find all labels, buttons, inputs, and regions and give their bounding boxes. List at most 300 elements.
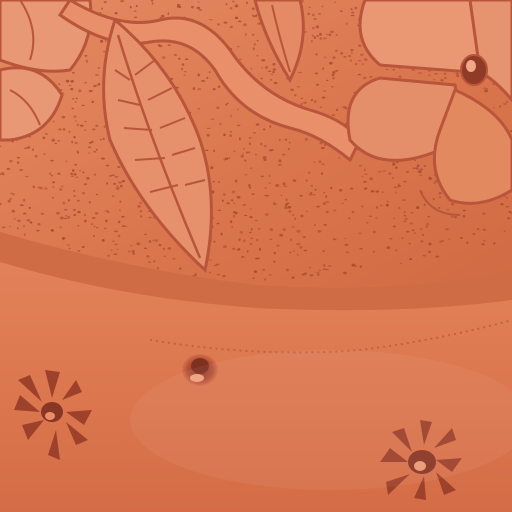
texture-dot — [134, 10, 137, 11]
texture-dot — [93, 85, 97, 87]
texture-dot — [316, 84, 319, 87]
texture-dot — [232, 1, 235, 3]
texture-dot — [223, 193, 226, 196]
texture-dot — [146, 255, 150, 257]
texture-dot — [417, 164, 420, 167]
texture-dot — [321, 163, 324, 164]
texture-dot — [428, 251, 431, 254]
texture-dot — [316, 35, 318, 37]
texture-dot — [245, 33, 247, 36]
texture-dot — [144, 248, 147, 249]
texture-dot — [506, 206, 509, 207]
texture-dot — [97, 84, 100, 86]
texture-dot — [408, 243, 410, 245]
texture-dot — [84, 55, 87, 57]
texture-dot — [6, 168, 10, 170]
texture-dot — [244, 215, 248, 216]
texture-dot — [73, 209, 76, 211]
texture-dot — [332, 77, 334, 79]
texture-dot — [62, 116, 66, 119]
texture-dot — [115, 12, 118, 14]
texture-dot — [362, 176, 364, 178]
texture-dot — [414, 160, 416, 162]
texture-dot — [101, 158, 105, 160]
texture-dot — [66, 80, 69, 83]
texture-dot — [283, 182, 286, 185]
texture-dot — [346, 251, 350, 253]
texture-dot — [35, 155, 38, 158]
texture-dot — [369, 177, 372, 180]
texture-dot — [426, 226, 429, 228]
surface-highlight — [130, 350, 512, 490]
texture-dot — [118, 181, 122, 183]
texture-dot — [331, 86, 334, 87]
texture-dot — [263, 159, 266, 161]
texture-dot — [500, 203, 504, 205]
texture-dot — [70, 173, 73, 175]
texture-dot — [297, 86, 301, 88]
texture-dot — [255, 220, 258, 222]
texture-dot — [63, 128, 65, 131]
texture-dot — [254, 270, 257, 272]
texture-dot — [84, 121, 86, 122]
texture-dot — [304, 250, 308, 251]
texture-dot — [296, 230, 300, 233]
texture-dot — [257, 40, 259, 41]
texture-dot — [264, 278, 266, 280]
texture-dot — [345, 107, 348, 110]
texture-dot — [424, 165, 427, 166]
texture-dot — [244, 174, 247, 175]
texture-dot — [49, 172, 51, 175]
texture-dot — [272, 71, 275, 73]
texture-dot — [93, 151, 96, 153]
texture-dot — [393, 218, 395, 219]
texture-dot — [100, 139, 102, 141]
texture-dot — [112, 240, 114, 242]
texture-dot — [118, 234, 120, 237]
texture-dot — [173, 258, 176, 260]
texture-dot — [120, 0, 124, 2]
texture-dot — [55, 143, 58, 144]
texture-dot — [293, 179, 297, 182]
texture-dot — [88, 152, 90, 153]
texture-dot — [235, 4, 239, 7]
texture-dot — [63, 218, 67, 219]
texture-dot — [217, 23, 220, 25]
texture-dot — [273, 261, 275, 263]
texture-dot — [62, 237, 65, 240]
texture-dot — [43, 136, 46, 139]
texture-dot — [361, 205, 363, 207]
texture-dot — [269, 125, 271, 128]
texture-dot — [270, 79, 273, 81]
texture-dot — [76, 98, 78, 99]
texture-dot — [307, 13, 309, 15]
texture-dot — [156, 239, 158, 242]
texture-dot — [345, 199, 347, 201]
texture-dot — [89, 90, 93, 92]
texture-dot — [75, 142, 78, 144]
texture-dot — [265, 213, 268, 216]
texture-dot — [269, 239, 272, 240]
texture-dot — [235, 17, 238, 19]
texture-dot — [148, 261, 150, 263]
texture-dot — [321, 147, 325, 149]
texture-dot — [282, 154, 285, 156]
texture-dot — [74, 173, 77, 175]
texture-dot — [309, 7, 311, 9]
texture-dot — [95, 74, 99, 75]
texture-dot — [210, 166, 213, 169]
texture-dot — [291, 226, 295, 227]
texture-dot — [100, 40, 103, 43]
texture-dot — [261, 59, 265, 61]
texture-dot — [81, 105, 84, 106]
texture-dot — [237, 108, 239, 110]
texture-dot — [477, 228, 480, 230]
texture-dot — [137, 205, 141, 208]
texture-dot — [227, 103, 229, 104]
texture-dot — [250, 68, 252, 70]
texture-dot — [226, 3, 228, 5]
texture-dot — [79, 170, 81, 171]
texture-dot — [240, 231, 243, 234]
texture-dot — [322, 268, 325, 270]
texture-dot — [117, 166, 120, 168]
texture-dot — [207, 128, 211, 129]
texture-dot — [285, 139, 287, 141]
texture-dot — [403, 181, 407, 183]
texture-dot — [311, 40, 313, 42]
texture-dot — [416, 167, 418, 170]
texture-dot — [75, 101, 77, 102]
texture-dot — [345, 238, 347, 239]
texture-dot — [158, 45, 161, 47]
texture-dot — [246, 1, 248, 4]
texture-dot — [333, 56, 336, 59]
texture-dot — [445, 228, 449, 230]
texture-dot — [386, 69, 388, 71]
texture-dot — [320, 106, 322, 108]
texture-dot — [508, 211, 511, 213]
texture-dot — [335, 34, 337, 35]
texture-dot — [235, 212, 238, 215]
texture-dot — [375, 190, 379, 192]
texture-dot — [253, 277, 255, 279]
texture-dot — [256, 258, 260, 259]
texture-dot — [96, 194, 98, 195]
texture-dot — [122, 225, 125, 227]
texture-dot — [504, 231, 506, 232]
texture-dot — [63, 202, 66, 205]
texture-dot — [125, 226, 127, 227]
texture-dot — [238, 21, 242, 23]
texture-dot — [289, 252, 292, 253]
texture-dot — [29, 207, 31, 209]
texture-dot — [51, 175, 53, 177]
texture-dot — [218, 210, 221, 211]
texture-dot — [339, 189, 342, 192]
texture-dot — [86, 177, 90, 180]
texture-dot — [77, 200, 79, 202]
texture-dot — [218, 87, 221, 89]
texture-dot — [12, 210, 15, 213]
texture-dot — [288, 210, 292, 213]
texture-dot — [258, 228, 260, 230]
texture-dot — [198, 73, 200, 76]
texture-dot — [174, 54, 177, 56]
texture-dot — [72, 169, 75, 172]
texture-dot — [95, 125, 98, 127]
texture-dot — [260, 176, 263, 178]
texture-dot — [434, 73, 438, 75]
texture-dot — [323, 90, 326, 91]
texture-dot — [278, 164, 282, 166]
texture-dot — [394, 186, 398, 188]
texture-dot — [106, 165, 109, 167]
texture-dot — [61, 185, 64, 187]
texture-dot — [119, 201, 121, 203]
texture-dot — [319, 33, 322, 36]
texture-dot — [216, 107, 219, 109]
texture-dot — [37, 187, 41, 189]
texture-dot — [77, 150, 79, 153]
texture-dot — [265, 195, 269, 197]
texture-dot — [348, 55, 351, 57]
texture-dot — [148, 217, 151, 219]
texture-dot — [338, 157, 340, 158]
texture-dot — [184, 71, 187, 73]
texture-dot — [238, 238, 240, 241]
texture-dot — [242, 153, 244, 154]
texture-dot — [232, 190, 235, 193]
texture-dot — [404, 215, 406, 217]
texture-dot — [316, 272, 319, 273]
texture-dot — [308, 171, 310, 174]
texture-dot — [136, 5, 138, 7]
texture-dot — [323, 38, 327, 40]
texture-dot — [132, 250, 135, 253]
texture-dot — [213, 88, 216, 90]
texture-dot — [218, 181, 220, 183]
texture-dot — [395, 166, 397, 169]
texture-dot — [75, 120, 77, 121]
texture-dot — [261, 67, 263, 68]
texture-dot — [369, 216, 373, 217]
texture-dot — [334, 2, 336, 4]
texture-dot — [43, 153, 45, 155]
texture-dot — [235, 180, 238, 183]
texture-dot — [410, 212, 413, 214]
texture-dot — [403, 211, 405, 213]
texture-dot — [84, 130, 86, 131]
texture-dot — [217, 223, 220, 225]
texture-dot — [130, 245, 132, 246]
texture-dot — [312, 14, 315, 16]
texture-dot — [300, 215, 303, 218]
texture-dot — [57, 173, 60, 175]
texture-dot — [27, 219, 31, 221]
texture-dot — [161, 15, 164, 18]
texture-dot — [256, 55, 258, 57]
texture-dot — [238, 248, 240, 251]
texture-dot — [134, 16, 137, 18]
texture-dot — [94, 225, 96, 227]
texture-dot — [420, 228, 422, 230]
texture-dot — [274, 252, 276, 254]
texture-dot — [319, 37, 322, 40]
texture-dot — [117, 249, 119, 250]
texture-dot — [312, 27, 315, 29]
texture-dot — [418, 72, 422, 73]
texture-dot — [386, 204, 389, 207]
texture-dot — [82, 192, 85, 194]
texture-dot — [423, 255, 427, 257]
texture-dot — [460, 237, 463, 239]
texture-dot — [398, 185, 401, 187]
texture-dot — [296, 243, 300, 246]
texture-dot — [70, 88, 73, 90]
texture-dot — [193, 87, 195, 90]
texture-dot — [306, 211, 308, 213]
texture-dot — [67, 216, 70, 219]
texture-dot — [84, 214, 86, 217]
texture-dot — [421, 240, 424, 242]
texture-dot — [322, 97, 326, 99]
texture-dot — [65, 161, 67, 163]
texture-dot — [303, 236, 306, 238]
texture-dot — [72, 98, 75, 99]
texture-dot — [249, 232, 251, 234]
texture-dot — [17, 219, 21, 222]
texture-dot — [248, 184, 250, 187]
texture-dot — [92, 128, 95, 130]
texture-dot — [113, 183, 116, 185]
texture-dot — [8, 200, 11, 203]
texture-dot — [387, 200, 389, 202]
texture-dot — [310, 274, 314, 276]
texture-dot — [358, 60, 361, 61]
texture-dot — [272, 63, 275, 66]
texture-dot — [114, 231, 118, 233]
texture-dot — [89, 201, 91, 204]
texture-dot — [346, 23, 348, 25]
texture-dot — [311, 185, 314, 187]
texture-dot — [33, 186, 35, 189]
texture-dot — [351, 11, 354, 13]
texture-dot — [132, 253, 135, 255]
texture-dot — [330, 31, 334, 34]
texture-dot — [181, 68, 183, 71]
texture-dot — [197, 7, 201, 9]
texture-dot — [300, 98, 303, 99]
texture-dot — [360, 54, 364, 56]
texture-dot — [59, 188, 62, 191]
texture-dot — [290, 88, 294, 91]
texture-dot — [398, 76, 401, 78]
texture-dot — [274, 82, 278, 84]
texture-dot — [71, 141, 73, 144]
texture-dot — [486, 88, 488, 91]
texture-dot — [332, 74, 335, 77]
texture-dot — [59, 226, 61, 228]
texture-dot — [230, 220, 232, 223]
texture-dot — [201, 80, 205, 82]
texture-dot — [45, 133, 47, 135]
texture-dot — [32, 148, 34, 151]
texture-dot — [242, 204, 246, 206]
texture-dot — [250, 238, 253, 240]
texture-dot — [330, 187, 332, 190]
texture-dot — [363, 77, 367, 80]
texture-dot — [371, 190, 375, 192]
texture-dot — [122, 180, 125, 182]
texture-dot — [104, 228, 107, 230]
texture-dot — [315, 189, 317, 191]
texture-dot — [23, 213, 26, 215]
texture-dot — [354, 7, 357, 10]
texture-dot — [256, 123, 260, 125]
texture-dot — [389, 238, 392, 239]
texture-dot — [316, 206, 320, 208]
texture-dot — [269, 182, 272, 183]
texture-dot — [23, 199, 25, 202]
texture-dot — [418, 170, 422, 173]
texture-dot — [259, 248, 261, 251]
texture-dot — [64, 209, 68, 210]
texture-dot — [503, 103, 507, 105]
texture-dot — [322, 6, 324, 7]
texture-dot — [350, 49, 353, 52]
texture-dot — [50, 160, 54, 162]
texture-dot — [250, 208, 252, 210]
texture-dot — [239, 59, 241, 61]
texture-dot — [286, 198, 288, 201]
texture-dot — [162, 56, 166, 59]
texture-dot — [213, 241, 215, 243]
texture-dot — [412, 229, 414, 231]
texture-dot — [438, 207, 440, 209]
texture-dot — [426, 223, 429, 225]
texture-dot — [318, 13, 321, 15]
texture-dot — [343, 56, 346, 58]
texture-dot — [214, 265, 218, 266]
texture-dot — [506, 196, 508, 198]
texture-dot — [68, 199, 70, 201]
texture-dot — [185, 59, 188, 61]
texture-dot — [209, 19, 213, 20]
texture-dot — [57, 140, 60, 142]
texture-dot — [323, 264, 325, 267]
texture-dot — [36, 230, 39, 231]
texture-dot — [493, 242, 495, 244]
texture-dot — [351, 15, 355, 16]
texture-dot — [52, 181, 55, 183]
texture-dot — [114, 176, 118, 178]
texture-dot — [77, 124, 79, 127]
texture-dot — [2, 227, 6, 229]
texture-dot — [378, 171, 382, 173]
texture-dot — [326, 34, 328, 35]
texture-dot — [183, 74, 185, 76]
texture-dot — [424, 203, 426, 206]
texture-dot — [94, 173, 96, 175]
texture-dot — [251, 193, 254, 195]
texture-dot — [326, 80, 328, 81]
texture-dot — [314, 224, 316, 226]
texture-dot — [78, 89, 81, 92]
